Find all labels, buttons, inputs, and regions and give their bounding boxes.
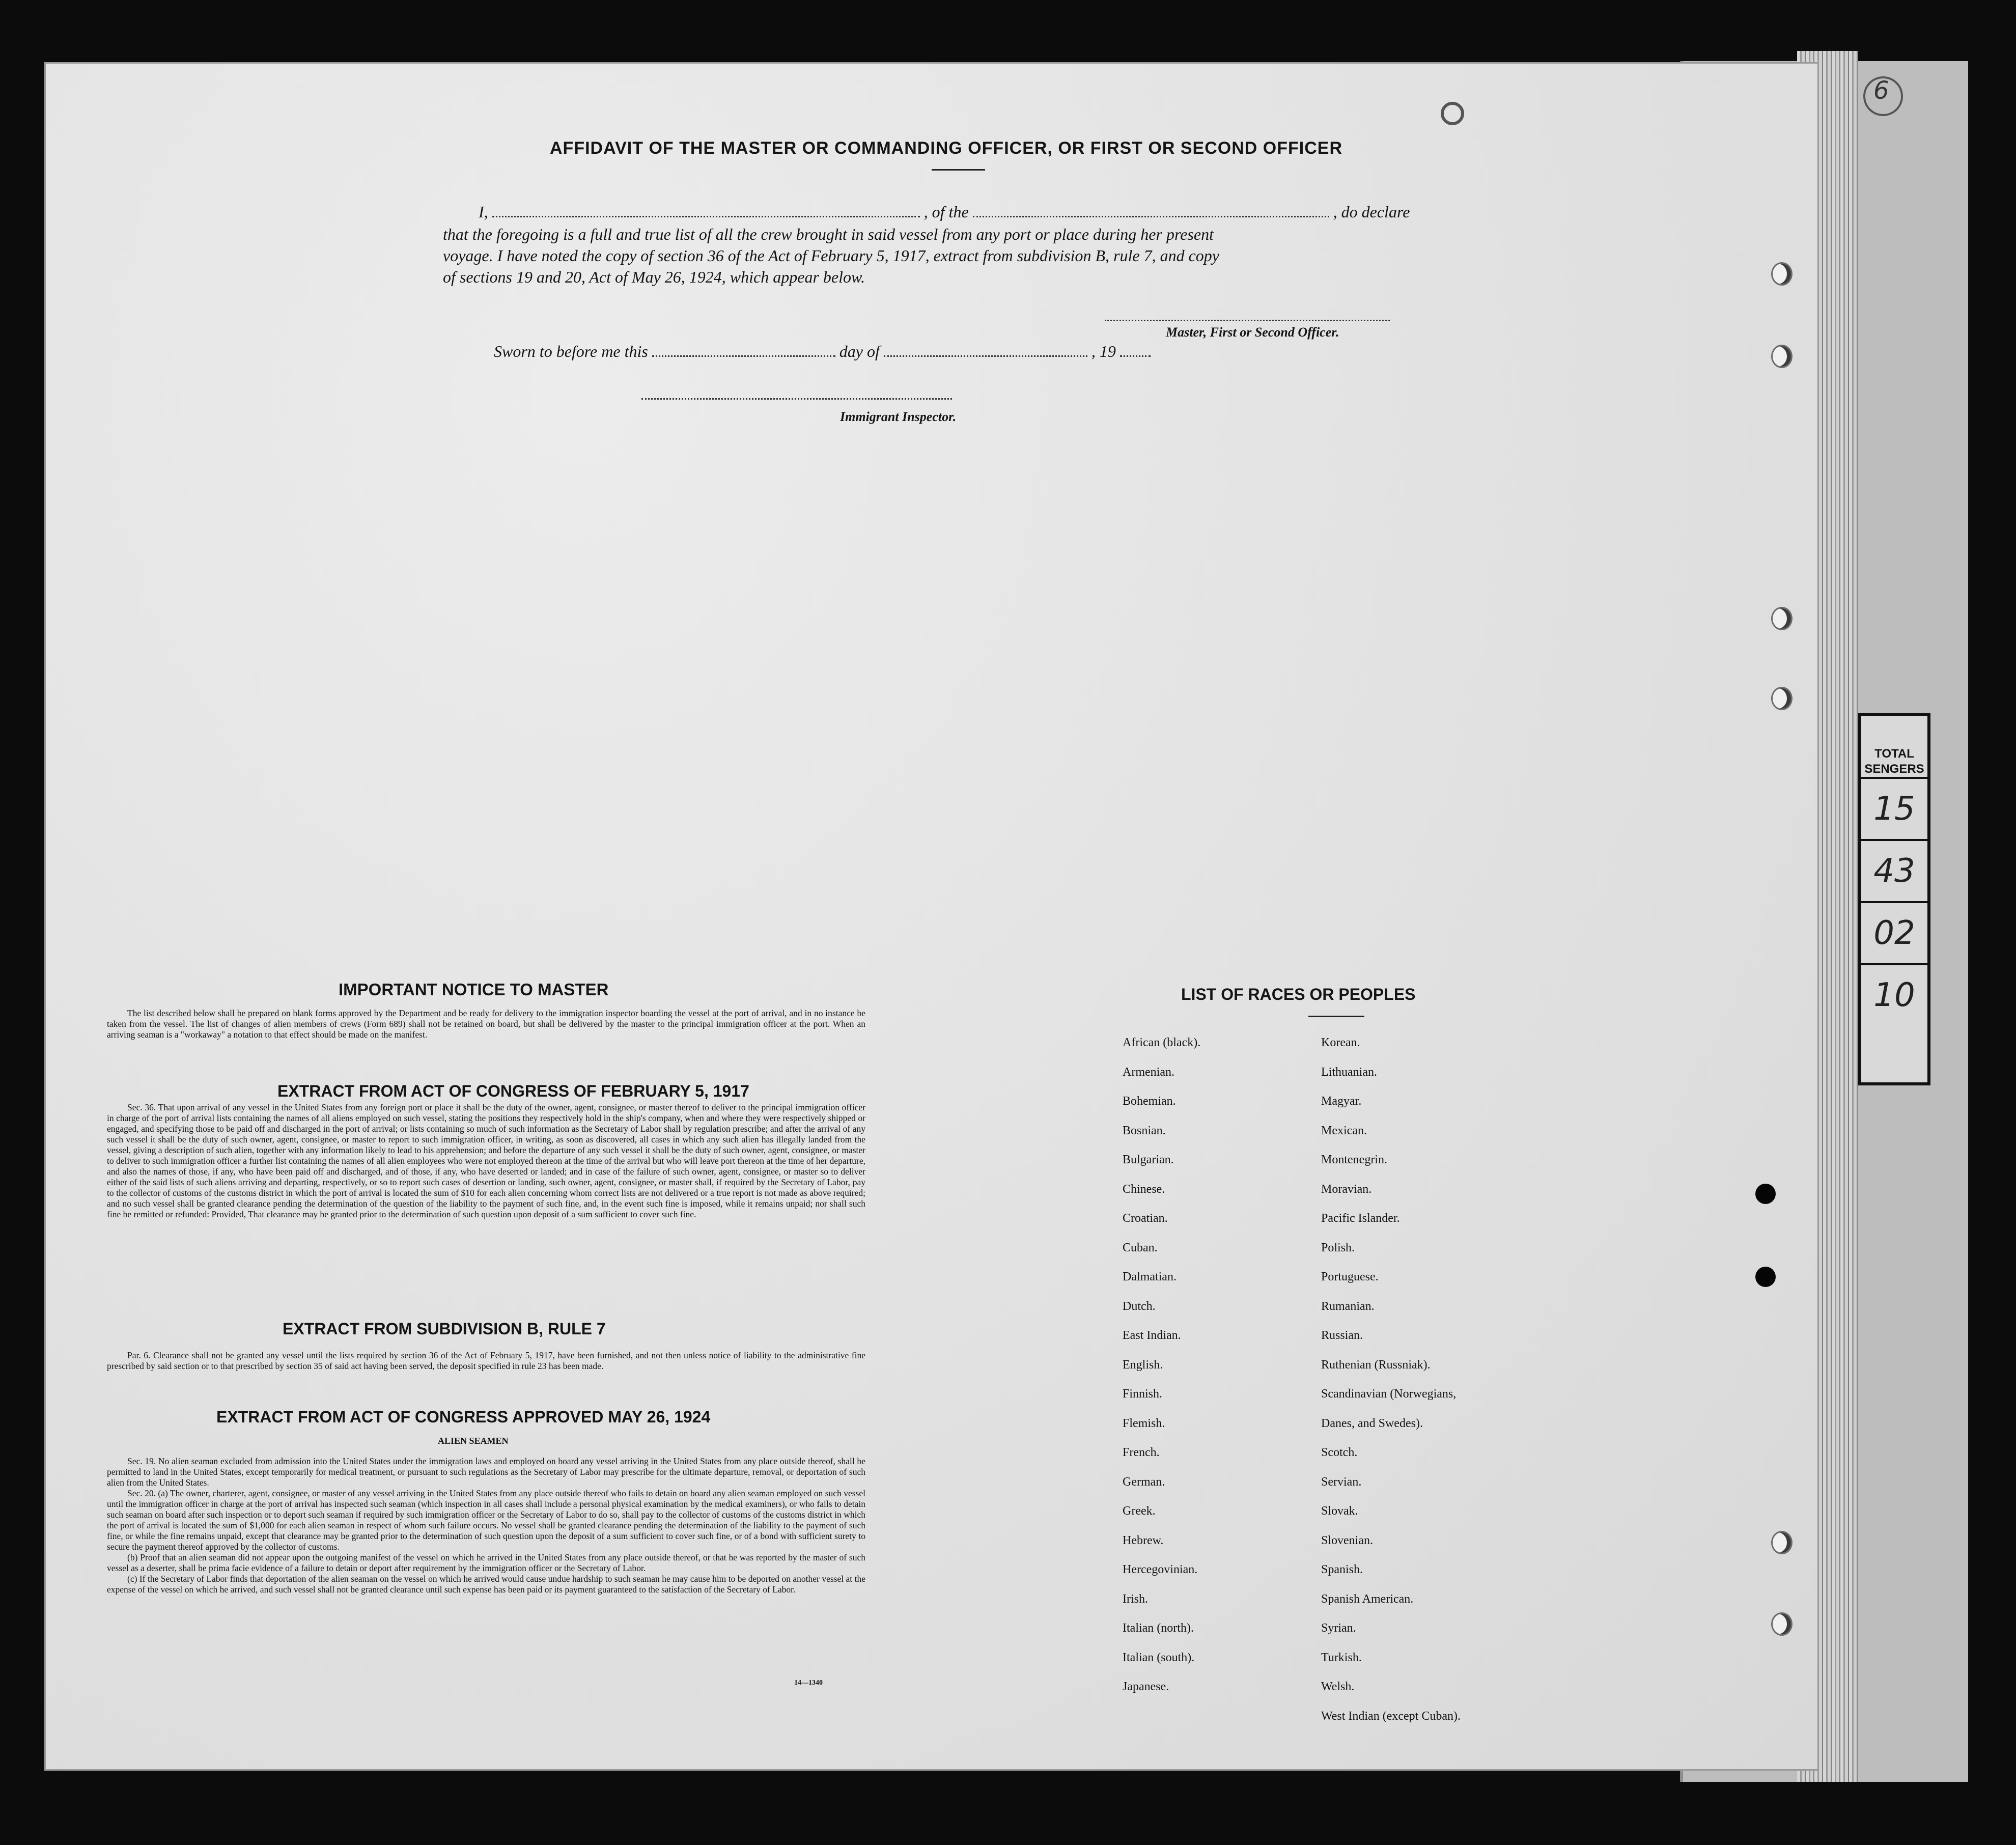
section-20b-paragraph: (b) Proof that an alien seaman did not appear upon the outgoing manifest of the vessel on which he arrived in the United States from any place outside thereof, or that he was reported by the master of such vessel as a deserter, shall be prima facie evidence of a failure to detain or deport after requirement by the immigration officer or the Secretary of Labor. (107, 1552, 865, 1573)
sworn-line (494, 342, 1151, 361)
master-signature-line (1105, 320, 1390, 321)
sworn-label: Sworn to before me this (494, 342, 648, 360)
section-19-paragraph: Sec. 19. No alien seaman excluded from admission into the United States under the immigration laws and employed on board any vessel arriving in the United States from any place outside thereof, shall be permitted to land in the United States, except temporarily for medical treatment, or pursuant to such regulations as the Secretary of Labor may prescribe for the ultimate departure, removal, or deportation of such alien from the United States. (107, 1456, 865, 1488)
sworn-day-blank (652, 342, 835, 357)
notice-text (107, 1008, 865, 1040)
sworn-year-blank (1120, 342, 1151, 357)
alien-seamen-subtitle: ALIEN SEAMEN (438, 1436, 509, 1446)
race-entry: African (black). (1123, 1036, 1201, 1049)
race-entry: Portuguese. (1321, 1270, 1379, 1283)
race-entry: Danes, and Swedes). (1321, 1416, 1423, 1430)
races-title: LIST OF RACES OR PEOPLES (1181, 985, 1416, 1003)
totals-header-line-1: TOTAL (1874, 747, 1914, 761)
race-entry: Spanish American. (1321, 1592, 1414, 1606)
punch-hole (1773, 346, 1791, 367)
race-entry: Hebrew. (1123, 1533, 1164, 1547)
punch-hole (1773, 688, 1791, 709)
races-left-column (1123, 1028, 1200, 1702)
race-entry: Croatian. (1123, 1212, 1168, 1225)
race-entry: Bosnian. (1123, 1124, 1166, 1137)
race-entry: Flemish. (1123, 1416, 1165, 1430)
section-36-paragraph: Sec. 36. That upon arrival of any vessel in the United States from any foreign port or place it shall be the duty of the owner, agent, consignee, or master thereof to deliver to the principal immigration officer in charge of the port of arrival lists containing the names of all aliens employed on such vessel, stating the positions they respectively hold in the ship's company, when and where they were respectively shipped or engaged, and specifying those to be paid off and discharged in the port of arrival; or lists containing so much of such information as the Secretary of Labor shall by regulation prescribe; and after the arrival of any such vessel it shall be the duty of such owner, agent, consignee, or master to report to such immigration officer, in writing, as soon as discovered, all cases in which any such alien has illegally landed from the vessel, giving a description of such alien, together with any information likely to lead to his apprehension; and before the departure of any such vessel it shall be the duty of such owner, agent, consignee, or master to deliver to such immigration officer a further list containing the names of all alien employees who were not employed thereon at the time of the arrival but who will leave port thereon at the time of her departure, and also the names of those, if any, who have been paid off and discharged, and of those, if any, who have deserted or landed; and in case of the failure of such owner, agent, consignee, or master so to deliver either of the said lists of such aliens arriving and departing, respectively, or so to report such cases of desertion or landing, such owner, agent, consignee, or master shall, if required by the Secretary of Labor, pay to the collector of customs of the customs district in which the port of arrival is located the sum of $10 for each alien concerning whom correct lists are not delivered or a true report is not made as above required; and no such vessel shall be granted clearance pending the determination of the question of the liability to the payment of such fine, and, in the event such fine is imposed, while it remains unpaid; nor shall such fine be remitted or refunded: Provided, That clearance may be granted prior to the determination of such question upon deposit of a sum sufficient to cover such fine. (107, 1102, 865, 1219)
master-signature-label: Master, First or Second Officer. (1166, 325, 1339, 340)
section-20a-paragraph: Sec. 20. (a) The owner, charterer, agent, consignee, or master of any vessel arriving in the United States from any place outside thereof who fails to detain on board any alien seaman employed on such vessel until the immigration officer in charge at the port of arrival has inspected such seaman (which inspection in all cases shall include a personal physical examination by the medical examiners), or who fails to detain such seaman on board after such inspection or to deport such seaman if required by such immigration officer or the Secretary of Labor to do so, shall pay to the collector of customs of the customs district in which the port of arrival is located the sum of $1,000 for each alien seaman in respect of whom such failure occurs. No vessel shall be granted clearance pending the determination of the liability to the payment of such fine, or while the fine remains unpaid, except that clearance may be granted prior to the determination of such question upon the deposit of a sum sufficient to cover such fine, or of a bond with sufficient surety to secure the payment thereof approved by the collector of customs. (107, 1488, 865, 1552)
totals-value: 43 (1861, 839, 1927, 901)
affidavit-line-4: of sections 19 and 20, Act of May 26, 1924, which appear below. (443, 268, 865, 286)
race-entry: Japanese. (1123, 1680, 1169, 1693)
race-entry: East Indian. (1123, 1329, 1181, 1342)
race-entry: Korean. (1321, 1036, 1360, 1049)
extract-1917-title: EXTRACT FROM ACT OF CONGRESS OF FEBRUARY 5, 1917 (277, 1082, 749, 1100)
race-entry: Irish. (1123, 1592, 1148, 1606)
form-number: 14—1340 (794, 1679, 823, 1687)
race-entry: German. (1123, 1475, 1165, 1489)
race-entry: Ruthenian (Russniak). (1321, 1358, 1431, 1372)
race-entry: Servian. (1321, 1475, 1362, 1489)
punch-hole (1755, 1267, 1776, 1287)
race-entry: Turkish. (1321, 1651, 1362, 1664)
day-of-label: day of (839, 342, 880, 360)
title-underline (932, 169, 985, 171)
race-entry: Bulgarian. (1123, 1153, 1174, 1166)
inspector-signature-line (641, 398, 952, 400)
races-right-column (1321, 1028, 1461, 1731)
race-entry: Dalmatian. (1123, 1270, 1177, 1283)
race-entry: French. (1123, 1446, 1160, 1459)
race-entry: Italian (north). (1123, 1622, 1194, 1635)
race-entry: Scotch. (1321, 1446, 1358, 1459)
race-entry: Spanish. (1321, 1563, 1363, 1576)
totals-rows (1861, 777, 1927, 1025)
race-entry: Dutch. (1123, 1299, 1156, 1313)
race-entry: Montenegrin. (1321, 1153, 1387, 1166)
declarant-name-blank (492, 203, 920, 217)
subdivision-b-title: EXTRACT FROM SUBDIVISION B, RULE 7 (283, 1320, 606, 1338)
totals-value: 02 (1861, 901, 1927, 963)
passenger-totals-box (1858, 713, 1930, 1085)
race-entry: Finnish. (1123, 1387, 1163, 1401)
extract-1924-text (107, 1456, 865, 1595)
race-entry: Slovak. (1321, 1504, 1358, 1518)
extract-1924-title: EXTRACT FROM ACT OF CONGRESS APPROVED MAY 26, 1924 (216, 1408, 711, 1426)
punch-hole (1773, 1532, 1791, 1553)
race-entry: Magyar. (1321, 1095, 1362, 1108)
totals-value: 15 (1861, 777, 1927, 839)
race-entry: Mexican. (1321, 1124, 1367, 1137)
race-entry: Lithuanian. (1321, 1065, 1377, 1079)
declarant-label: I, (479, 203, 488, 221)
race-entry: Hercegovinian. (1123, 1563, 1198, 1576)
binding-ring-mark (1441, 102, 1464, 125)
race-entry: English. (1123, 1358, 1163, 1372)
race-entry: Bohemian. (1123, 1095, 1176, 1108)
race-entry: Pacific Islander. (1321, 1212, 1400, 1225)
race-entry: Cuban. (1123, 1241, 1158, 1254)
totals-header (1861, 716, 1927, 777)
subdivision-b-text (107, 1350, 865, 1372)
sworn-month-blank (884, 342, 1087, 357)
race-entry: Italian (south). (1123, 1651, 1195, 1664)
race-entry: Polish. (1321, 1241, 1355, 1254)
race-entry: Moravian. (1321, 1182, 1372, 1196)
races-title-underline (1308, 1016, 1364, 1017)
affidavit-line-1 (479, 203, 1410, 221)
race-entry: Rumanian. (1321, 1299, 1375, 1313)
section-20c-paragraph: (c) If the Secretary of Labor finds that deportation of the alien seaman on the vessel on which he arrived would cause undue hardship to such seaman he may cause him to be deported on another vessel at the expense of the vessel on which he arrived, and such vessel shall not be granted clearance until such expense has been paid or its payment guaranteed to the satisfaction of the Secretary of Labor. (107, 1574, 865, 1595)
vessel-blank (973, 203, 1329, 217)
extract-1917-text (107, 1102, 865, 1220)
race-entry: Chinese. (1123, 1182, 1165, 1196)
of-the-label: , of the (923, 203, 969, 221)
punch-hole (1773, 264, 1791, 284)
punch-hole (1755, 1184, 1776, 1204)
par-6-paragraph: Par. 6. Clearance shall not be granted any vessel until the lists required by section 36 of the Act of February 5, 1917, have been furnished, and not then unless notice of liability to the administrative fine prescribed by said section or to that prescribed by section 35 of said act having been served, the deposit specified in rule 23 has been made. (107, 1350, 865, 1371)
race-entry: Armenian. (1123, 1065, 1174, 1079)
race-entry: West Indian (except Cuban). (1321, 1709, 1461, 1723)
race-entry: Greek. (1123, 1504, 1156, 1518)
notice-paragraph: The list described below shall be prepared on blank forms approved by the Department and be ready for delivery to the immigration inspector boarding the vessel at the port of arrival, and in no instance be taken from the vessel. The list of changes of alien members of crews (Form 689) shall not be retained on board, but shall be delivered by the master to the principal immigration officer at the port. When an arriving seaman is a "workaway" a notation to that effect should be made on the manifest. (107, 1008, 865, 1040)
affidavit-line-2: that the foregoing is a full and true list of all the crew brought in said vessel from any port or place during her present (443, 225, 1214, 243)
punch-hole (1773, 1614, 1791, 1634)
totals-header-line-2: SENGERS (1864, 762, 1924, 776)
affidavit-line-3: voyage. I have noted the copy of section 36 of the Act of February 5, 1917, extract from subdivision B, rule 7, and copy (443, 246, 1219, 265)
race-entry: Russian. (1321, 1329, 1363, 1342)
race-entry: Slovenian. (1321, 1533, 1373, 1547)
notice-title: IMPORTANT NOTICE TO MASTER (339, 980, 609, 999)
affidavit-title: AFFIDAVIT OF THE MASTER OR COMMANDING OFFICER, OR FIRST OR SECOND OFFICER (550, 138, 1342, 158)
punch-hole (1773, 608, 1791, 629)
page-number: 6 (1873, 76, 1889, 105)
year-label: , 19 (1091, 342, 1116, 360)
race-entry: Welsh. (1321, 1680, 1355, 1693)
inspector-signature-label: Immigrant Inspector. (840, 409, 957, 424)
declare-label: , do declare (1333, 203, 1410, 221)
race-entry: Scandinavian (Norwegians, (1321, 1387, 1457, 1401)
totals-value: 10 (1861, 963, 1927, 1025)
race-entry: Syrian. (1321, 1622, 1356, 1635)
